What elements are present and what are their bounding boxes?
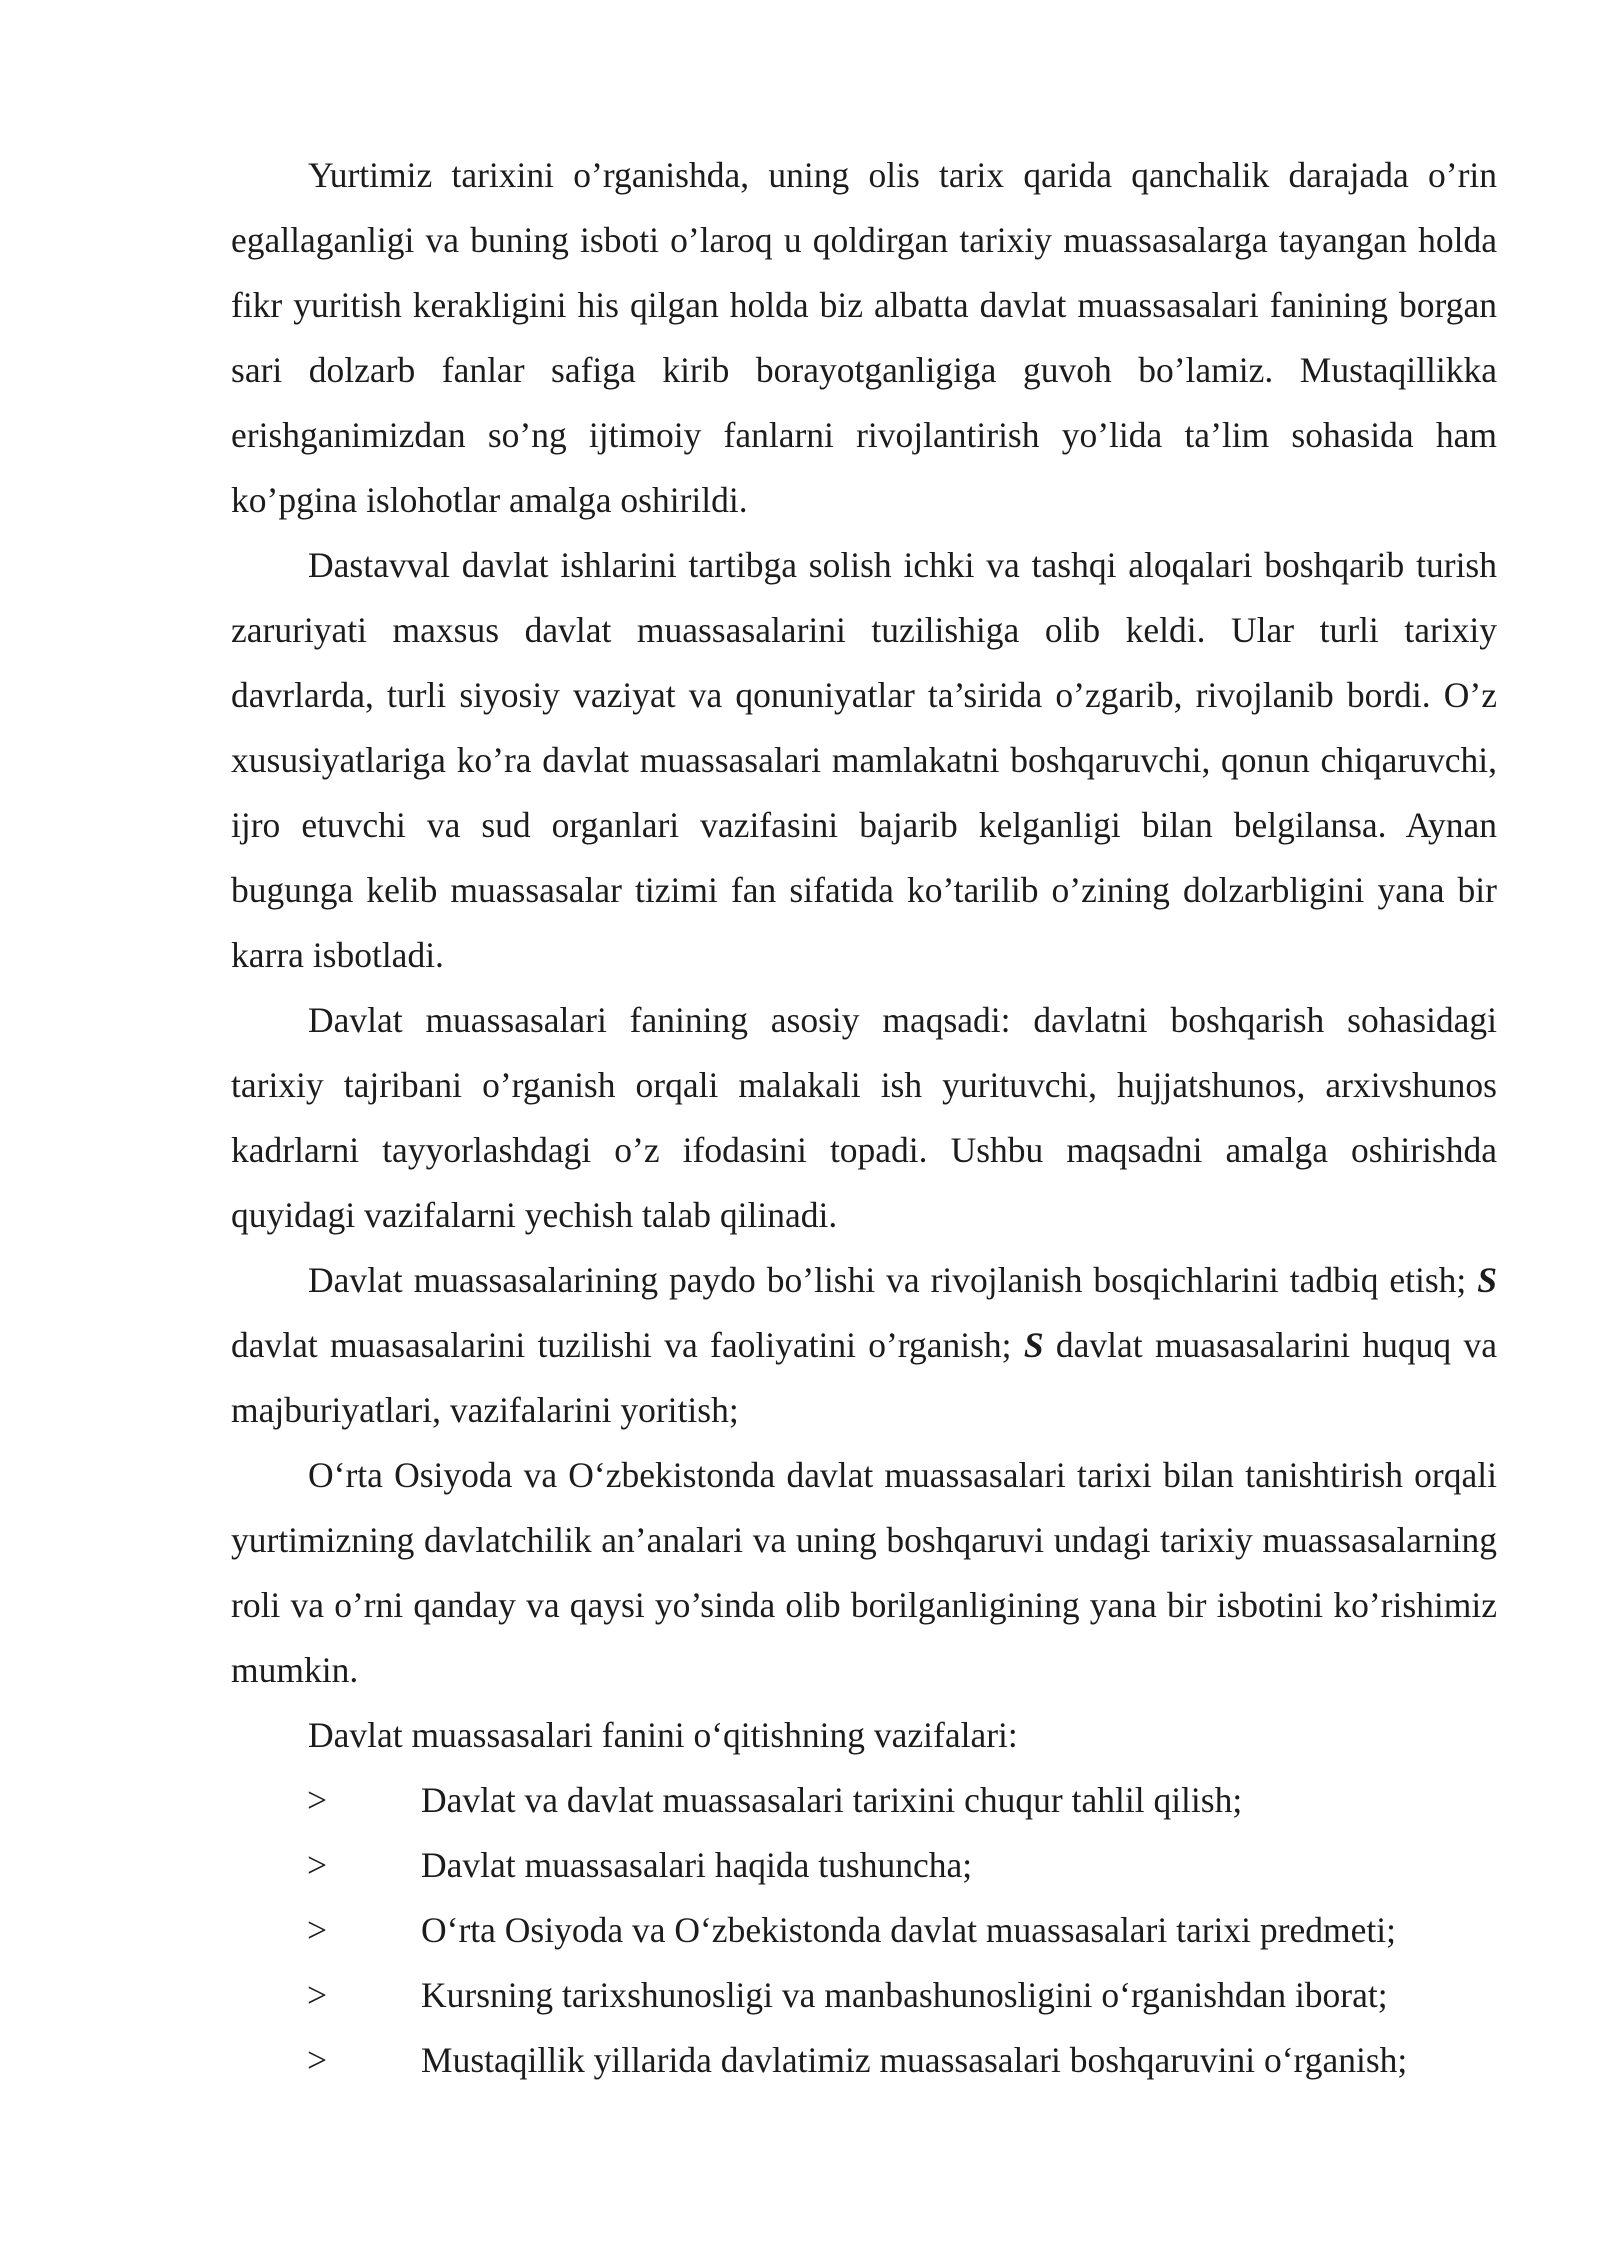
document-body (231, 143, 1497, 2093)
bullet-marker: > (307, 1780, 328, 1820)
paragraph-6: Davlat muassasalari fanini o‘qitishning vazifalari: (308, 1715, 1018, 1755)
paragraph-1: Yurtimiz tarixini o’rganishda, uning olis tarix qarida qanchalik darajada o’rin egallaganligi va buning isboti o’laroq u qoldirgan tarixiy muassasalarga tayangan holda fikr yuritish kerakligini his qilgan holda biz albatta davlat muassasalari fanining borgan sari dolzarb fanlar safiga kirib borayotganligiga guvoh bo’lamiz. Mustaqillikka erishganimizdan so’ng ijtimoiy fanlarni rivojlantirish yo’lida ta’lim sohasida ham ko’pgina islohotlar amalga oshirildi. (231, 155, 1497, 520)
paragraph-2: Dastavval davlat ishlarini tartibga solish ichki va tashqi aloqalari boshqarib turish zaruriyati maxsus davlat muassasalarini tuzilishiga olib keldi. Ular turli tarixiy davrlarda, turli siyosiy vaziyat va qonuniyatlar ta’sirida o’zgarib, rivojlanib bordi. O’z xususiyatlariga ko’ra davlat muassasalari mamlakatni boshqaruvchi, qonun chiqaruvchi, ijro etuvchi va sud organlari vazifasini bajarib kelganligi bilan belgilansa. Aynan bugunga kelib muassasalar tizimi fan sifatida ko’tarilib o’zining dolzarbligini yana bir karra isbotladi. (231, 545, 1497, 975)
list-item (231, 1898, 1497, 1963)
paragraph-4-text-1: Davlat muassasalarining paydo bo’lishi va rivojlanish bosqichlarini tadbiq etish; (308, 1260, 1478, 1300)
bullet-marker: > (307, 1975, 328, 2015)
paragraph-5: O‘rta Osiyoda va O‘zbekistonda davlat muassasalari tarixi bilan tanishtirish orqali yurtimizning davlatchilik an’analari va uning boshqaruvi undagi tarixiy muassasalarning roli va o’rni qanday va qaysi yo’sinda olib borilganligining yana bir isbotini ko’rishimiz mumkin. (231, 1455, 1497, 1690)
paragraph-4-text-2: davlat muasasalarini tuzilishi va faoliyatini o’rganish; (231, 1325, 1024, 1365)
list-item-text: Davlat muassasalari haqida tushuncha; (421, 1845, 973, 1885)
list-item (231, 1768, 1497, 1833)
list-item (231, 1833, 1497, 1898)
list-item-text: Mustaqillik yillarida davlatimiz muassasalari boshqaruvini o‘rganish; (421, 2040, 1408, 2080)
paragraph-4-text-3: davlat muasasalarini huquq va majburiyatlari, vazifalarini yoritish; (231, 1325, 1497, 1430)
paragraph-4-marker-1: S (1477, 1260, 1497, 1300)
task-list (231, 1768, 1497, 2093)
list-item-text: O‘rta Osiyoda va O‘zbekistonda davlat muassasalari tarixi predmeti; (421, 1910, 1396, 1950)
list-item (231, 2028, 1497, 2093)
paragraph-3: Davlat muassasalari fanining asosiy maqsadi: davlatni boshqarish sohasidagi tarixiy tajribani o’rganish orqali malakali ish yurituvchi, hujjatshunos, arxivshunos kadrlarni tayyorlashdagi o’z ifodasini topadi. Ushbu maqsadni amalga oshirishda quyidagi vazifalarni yechish talab qilinadi. (231, 1000, 1497, 1235)
bullet-marker: > (307, 1910, 328, 1950)
bullet-marker: > (307, 2040, 328, 2080)
bullet-marker: > (307, 1845, 328, 1885)
list-item-text: Kursning tarixshunosligi va manbashunosligini o‘rganishdan iborat; (421, 1975, 1388, 2015)
list-item-text: Davlat va davlat muassasalari tarixini chuqur tahlil qilish; (421, 1780, 1243, 1820)
list-item (231, 1963, 1497, 2028)
paragraph-4 (231, 1248, 1497, 1443)
paragraph-4-marker-2: S (1023, 1325, 1044, 1365)
